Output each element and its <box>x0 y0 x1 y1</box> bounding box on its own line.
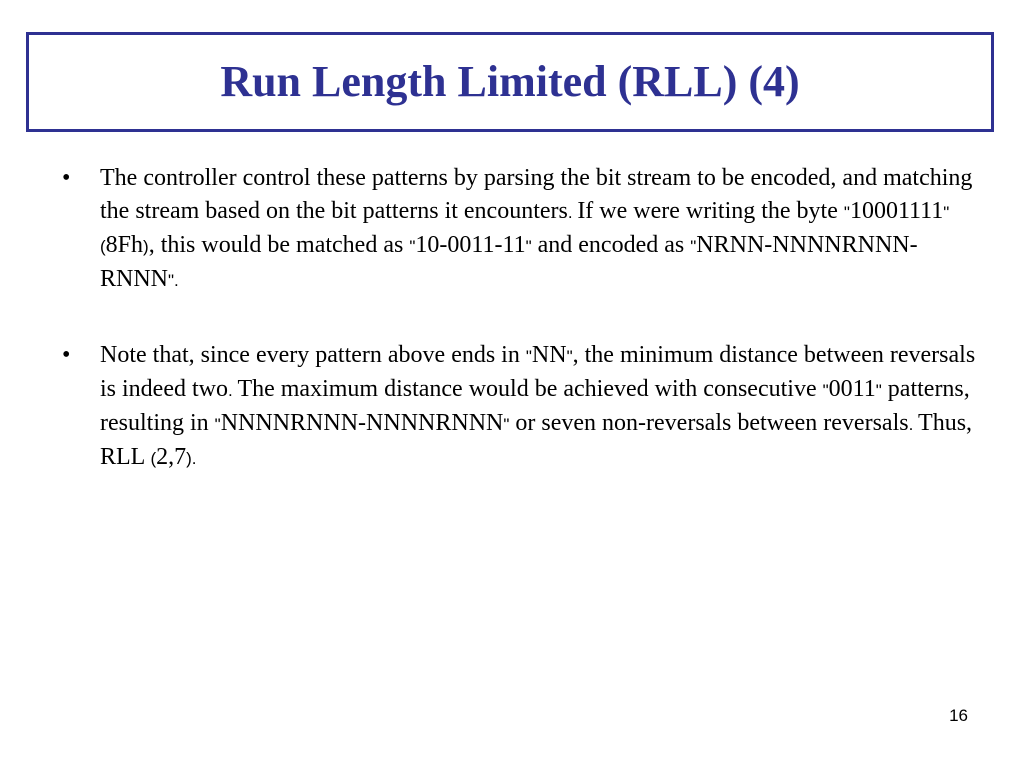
bullet-text-segment: 2,7 <box>156 444 187 470</box>
bullet-text-segment: , this would be matched as <box>148 232 410 258</box>
bullet-text-segment: . <box>908 415 919 434</box>
bullet-text-segment: " <box>690 237 697 256</box>
bullet-text-1 <box>100 162 982 297</box>
bullet-text-segment: patterns, resulting in <box>100 376 970 436</box>
bullet-text-segment: . <box>227 381 238 400</box>
bullet-text-segment: , the minimum distance between reversals is indeed two <box>100 342 976 402</box>
bullet-text-segment: or seven non-reversals between reversals <box>509 410 909 436</box>
bullet-text-segment: 8Fh <box>105 232 144 258</box>
bullet-text-segment: " <box>843 203 850 222</box>
bullet-text-segment: ). <box>186 449 197 468</box>
bullet-text-segment: The controller control these patterns by parsing the bit stream to be encoded, and matching the stream based on the bit patterns it encounters <box>100 165 973 224</box>
bullet-text-segment: ". <box>168 271 179 290</box>
bullet-text-segment: " <box>566 347 573 366</box>
slide-title: Run Length Limited (RLL) (4) <box>220 57 800 106</box>
bullet-text-segment: " <box>525 347 532 366</box>
bullet-text-segment: " <box>822 381 829 400</box>
bullet-text-segment: " <box>409 237 416 256</box>
bullet-text-segment: " <box>875 381 882 400</box>
bullet-text-segment: 10-0011-11 <box>415 232 526 258</box>
bullet-text-segment: ) <box>143 237 149 256</box>
bullet-text-segment: Thus, RLL <box>100 410 973 470</box>
slide-body <box>62 162 982 517</box>
bullet-text-segment: If we were writing the byte <box>577 198 844 224</box>
title-box <box>26 32 994 132</box>
bullet-item-2 <box>62 339 982 475</box>
bullet-text-2 <box>100 339 982 475</box>
bullet-text-segment: " <box>525 237 532 256</box>
bullet-text-segment: NN <box>531 342 567 368</box>
bullet-item-1 <box>62 162 982 297</box>
bullet-text-segment: The maximum distance would be achieved with consecutive <box>237 376 823 402</box>
bullet-text-segment: 0011 <box>828 376 876 402</box>
bullet-marker: • <box>62 165 71 191</box>
bullet-text-segment: " <box>503 415 510 434</box>
bullet-text-segment: NRNN-NNNNRNNN-RNNN <box>100 232 918 292</box>
bullet-text-segment: " <box>214 415 221 434</box>
bullet-text-segment: NNNNRNNN-NNNNRNNN <box>220 410 504 436</box>
bullet-text-segment: Note that, since every pattern above ends in <box>100 342 526 368</box>
bullet-text-segment: " ( <box>100 203 950 256</box>
bullet-text-segment: . <box>567 203 578 222</box>
bullet-text-segment: ( <box>150 449 157 468</box>
bullet-text-segment: 10001111 <box>849 198 944 224</box>
bullet-text-segment: and encoded as <box>531 232 691 258</box>
page-number: 16 <box>949 706 968 725</box>
bullet-marker: • <box>62 342 71 368</box>
